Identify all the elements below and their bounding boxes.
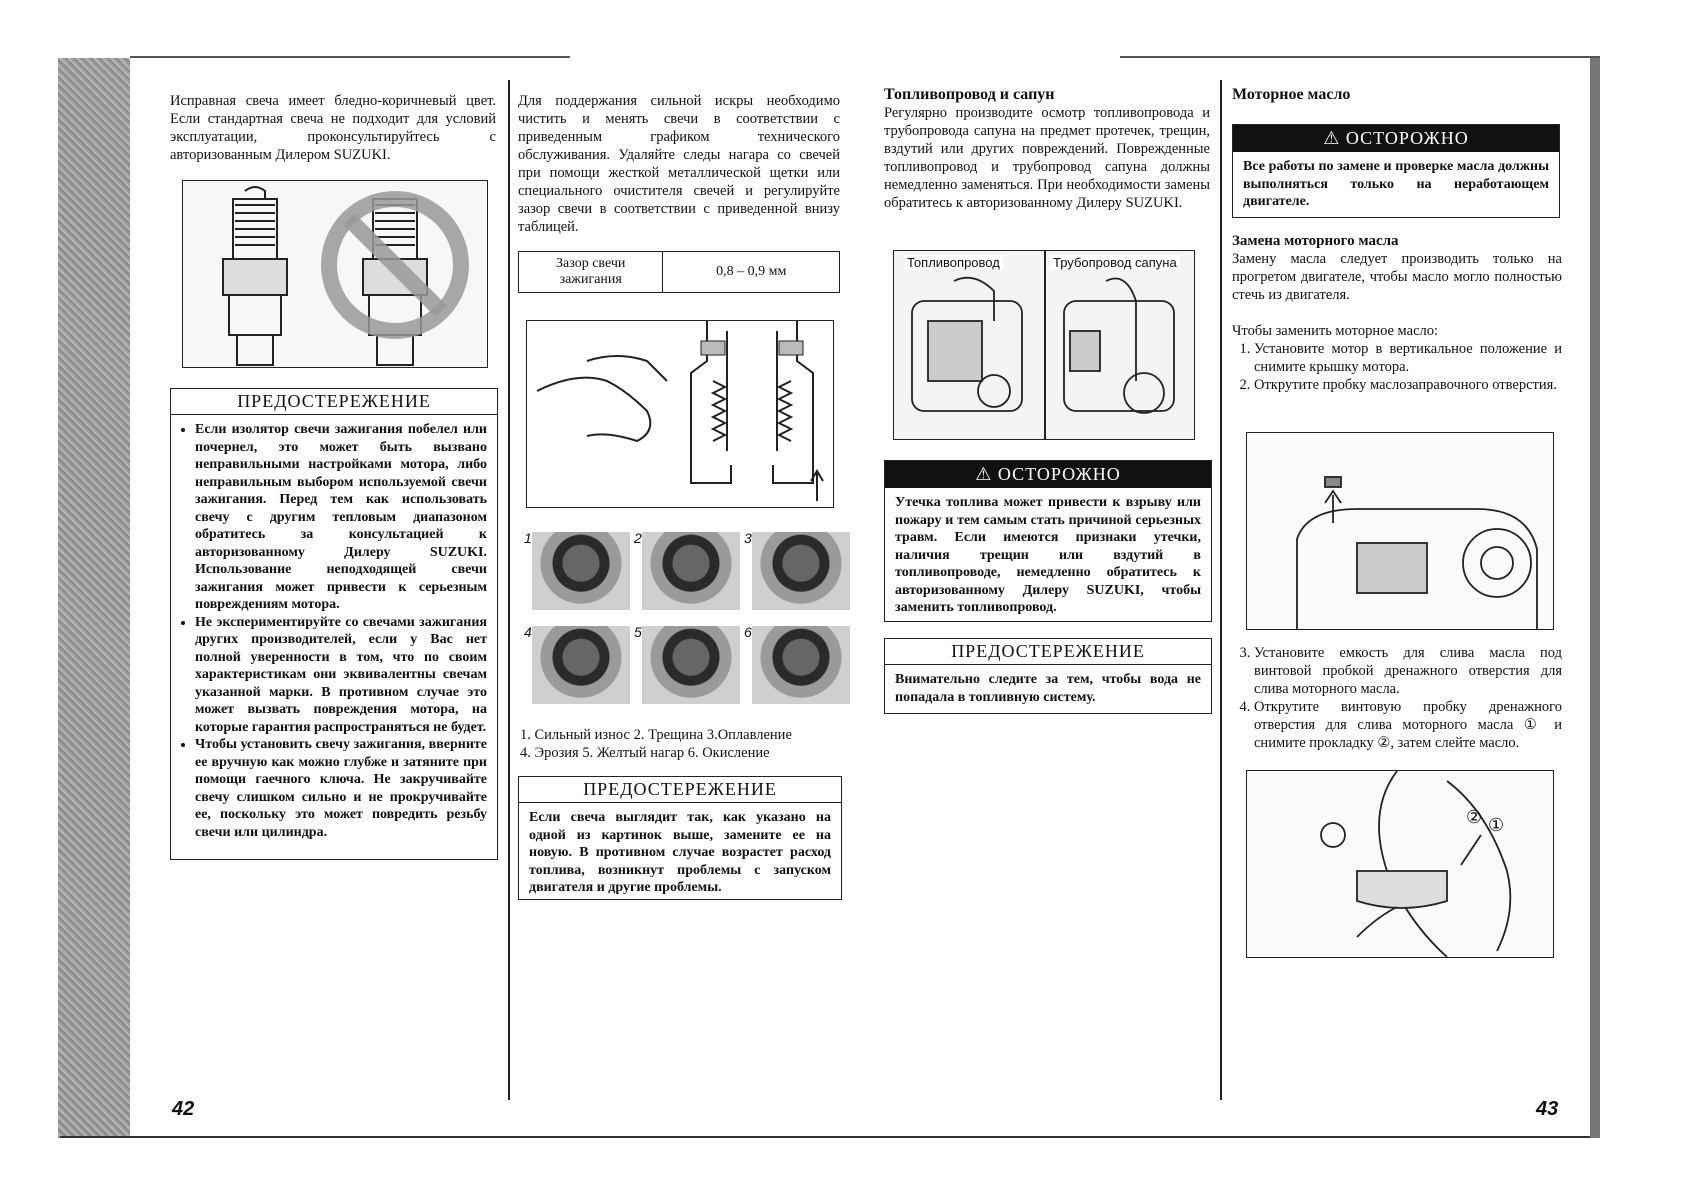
warning-2-title: ⚠ ОСТОРОЖНО <box>1233 125 1559 152</box>
oil-drain-illustration <box>1247 771 1553 957</box>
scan-edge-texture <box>58 58 130 1138</box>
gap-gauge-illustration <box>527 321 833 507</box>
caution-1-item: • Не экспериментируйте со свечами зажигания других производителей, если у Вас нет полной уверенности в том, что по своим характеристикам они эквивалентны свечам указанной марки. В противном случае это может вызвать повреждения мотора, на которые гарантия распространяться не будет. <box>195 614 487 737</box>
callout-gasket: ② <box>1466 807 1483 827</box>
callout-drain-plug: ① <box>1488 815 1505 835</box>
caution-3-body: Внимательно следите за тем, чтобы вода не попадала в топливную систему. <box>895 672 1201 705</box>
bottom-rule-left <box>60 1136 880 1138</box>
thumb-number: 4 <box>524 624 532 640</box>
oil-section-title: Моторное масло <box>1232 86 1351 103</box>
scan-right-edge <box>1590 58 1600 1138</box>
column-divider-right <box>1220 80 1222 1100</box>
plug-photo-yellow-deposit <box>642 626 740 704</box>
oil-step: 1. Установите мотор в вертикальное положение и снимите крышку мотора. <box>1254 340 1562 376</box>
spark-plug-illustration <box>183 181 487 367</box>
caution-box-3 <box>884 638 1212 714</box>
caution-1-body <box>171 415 497 847</box>
oil-steps-list-a <box>1232 340 1562 394</box>
top-rule-left <box>130 56 570 58</box>
oil-filler-illustration <box>1247 433 1553 629</box>
oil-steps-intro: Чтобы заменить моторное масло: <box>1232 323 1439 339</box>
oil-steps-b <box>1232 644 1562 752</box>
thumb-number: 2 <box>634 530 642 546</box>
fuel-section <box>884 86 1210 212</box>
thumb-number: 5 <box>634 624 642 640</box>
oil-change-section <box>1232 232 1562 394</box>
caution-1-item: • Если изолятор свечи зажигания побелел или почернел, это может быть вызвано неправильными настройками мотора, либо неправильным выбором используемой свечи зажигания. Перед тем как использовать свечу с другим тепловым диапазоном обратитесь за консультацией к авторизованному Дилеру SUZUKI. Использование неподходящей свечи зажигания может привести к серьезным повреждениям мотора. <box>195 421 487 614</box>
figure-divider <box>1044 251 1046 439</box>
oil-step: 2. Открутите пробку маслозаправочного отверстия. <box>1254 376 1562 394</box>
cleaning-intro: Для поддержания сильной искры необходимо чистить и менять свечи в соответствии с приведенным графиком технического обслуживания. Удаляйте следы нагара со свечей при помощи жесткой металлической щетки или специального очистителя свечей и регулируйте зазор свечи в соответствии с приведенной внизу таблицей. <box>518 93 840 235</box>
caution-1-item: • Чтобы установить свечу зажигания, вверните ее вручную как можно глубже и затяните при помощи гаечного ключа. Не закручивайте свечу слишком сильно и не прокручивайте ее, поскольку это может повредить резьбу свечи или цилиндра. <box>195 736 487 841</box>
fuel-section-title: Топливопровод и сапун <box>884 86 1055 103</box>
warning-box-fuel <box>884 460 1212 622</box>
top-rule-right <box>1120 56 1600 58</box>
oil-drain-figure <box>1246 770 1554 958</box>
plug-photo-caption <box>520 726 840 762</box>
oil-steps-list-b <box>1232 644 1562 752</box>
plug-photo-erosion <box>532 626 630 704</box>
warning-box-oil <box>1232 124 1560 218</box>
caution-box-2 <box>518 776 842 900</box>
caution-3-title: ПРЕДОСТЕРЕЖЕНИЕ <box>885 639 1211 665</box>
gap-value-cell: 0,8 – 0,9 мм <box>663 252 840 293</box>
warning-1-body: Утечка топлива может привести к взрыву или пожару и тем самым стать причиной серьезных травм. Если имеются признаки утечки, наличия трещин или вздутий в топливопроводе, немедленно обратитесь к авторизованному Дилеру SUZUKI, чтобы заменить топливопровод. <box>895 495 1201 615</box>
plug-photo-crack <box>642 532 740 610</box>
page-number-left: 42 <box>172 1098 195 1120</box>
oil-change-title: Замена моторного масла <box>1232 233 1399 249</box>
breather-line-label: Трубопровод сапуна <box>1050 255 1180 270</box>
thumb-number: 1 <box>524 530 532 546</box>
column-divider-left <box>508 80 510 1100</box>
spark-plug-figure <box>182 180 488 368</box>
caption-line-2: 4. Эрозия 5. Желтый нагар 6. Окисление <box>520 745 770 761</box>
gap-measure-figure <box>526 320 834 508</box>
spark-plug-intro: Исправная свеча имеет бледно-коричневый цвет. Если стандартная свеча не подходит для условий эксплуатации, проконсультируйтесь с авторизованным Дилером SUZUKI. <box>170 93 496 163</box>
plug-gap-table <box>518 251 840 293</box>
caution-1-title: ПРЕДОСТЕРЕЖЕНИЕ <box>171 389 497 415</box>
bottom-rule-right <box>880 1136 1600 1138</box>
caption-line-1: 1. Сильный износ 2. Трещина 3.Оплавление <box>520 727 792 743</box>
oil-filler-figure <box>1246 432 1554 630</box>
warning-2-body: Все работы по замене и проверке масла должны выполняться только на неработающем двигателе. <box>1243 159 1549 209</box>
fuel-section-text: Регулярно производите осмотр топливопровода и трубопровода сапуна на предмет протечек, трещин, вздутий или других повреждений. Поврежденные топливопровод и трубопровод сапуна должны немедленно заменяться. При необходимости замены обратитесь к авторизованному Дилеру SUZUKI. <box>884 105 1210 211</box>
oil-change-text: Замену масла следует производить только на прогретом двигателе, чтобы масло могло полностью стечь из двигателя. <box>1232 251 1562 303</box>
oil-step: 4. Открутите винтовую пробку дренажного отверстия для слива моторного масла ① и снимите прокладку ②, затем слейте масло. <box>1254 698 1562 752</box>
oil-section <box>1232 86 1562 104</box>
caution-2-body: Если свеча выглядит так, как указано на одной из картинок выше, замените ее на новую. В противном случае возрастет расход топлива, возникнут проблемы с запуском двигателя и другие проблемы. <box>529 810 831 895</box>
warning-1-title: ⚠ ОСТОРОЖНО <box>885 461 1211 488</box>
fuel-line-label: Топливопровод <box>904 255 1003 270</box>
plug-photo-heavy-wear <box>532 532 630 610</box>
oil-step: 3. Установите емкость для слива масла под винтовой пробкой дренажного отверстия для слива моторного масла. <box>1254 644 1562 698</box>
thumb-number: 3 <box>744 530 752 546</box>
plug-photo-oxidation <box>752 626 850 704</box>
fuel-line-figure <box>893 250 1195 440</box>
gap-label-cell: Зазор свечи зажигания <box>519 252 663 293</box>
plug-photo-melting <box>752 532 850 610</box>
page-number-right: 43 <box>1536 1098 1559 1120</box>
caution-box-1 <box>170 388 498 860</box>
caution-2-title: ПРЕДОСТЕРЕЖЕНИЕ <box>519 777 841 803</box>
thumb-number: 6 <box>744 624 752 640</box>
